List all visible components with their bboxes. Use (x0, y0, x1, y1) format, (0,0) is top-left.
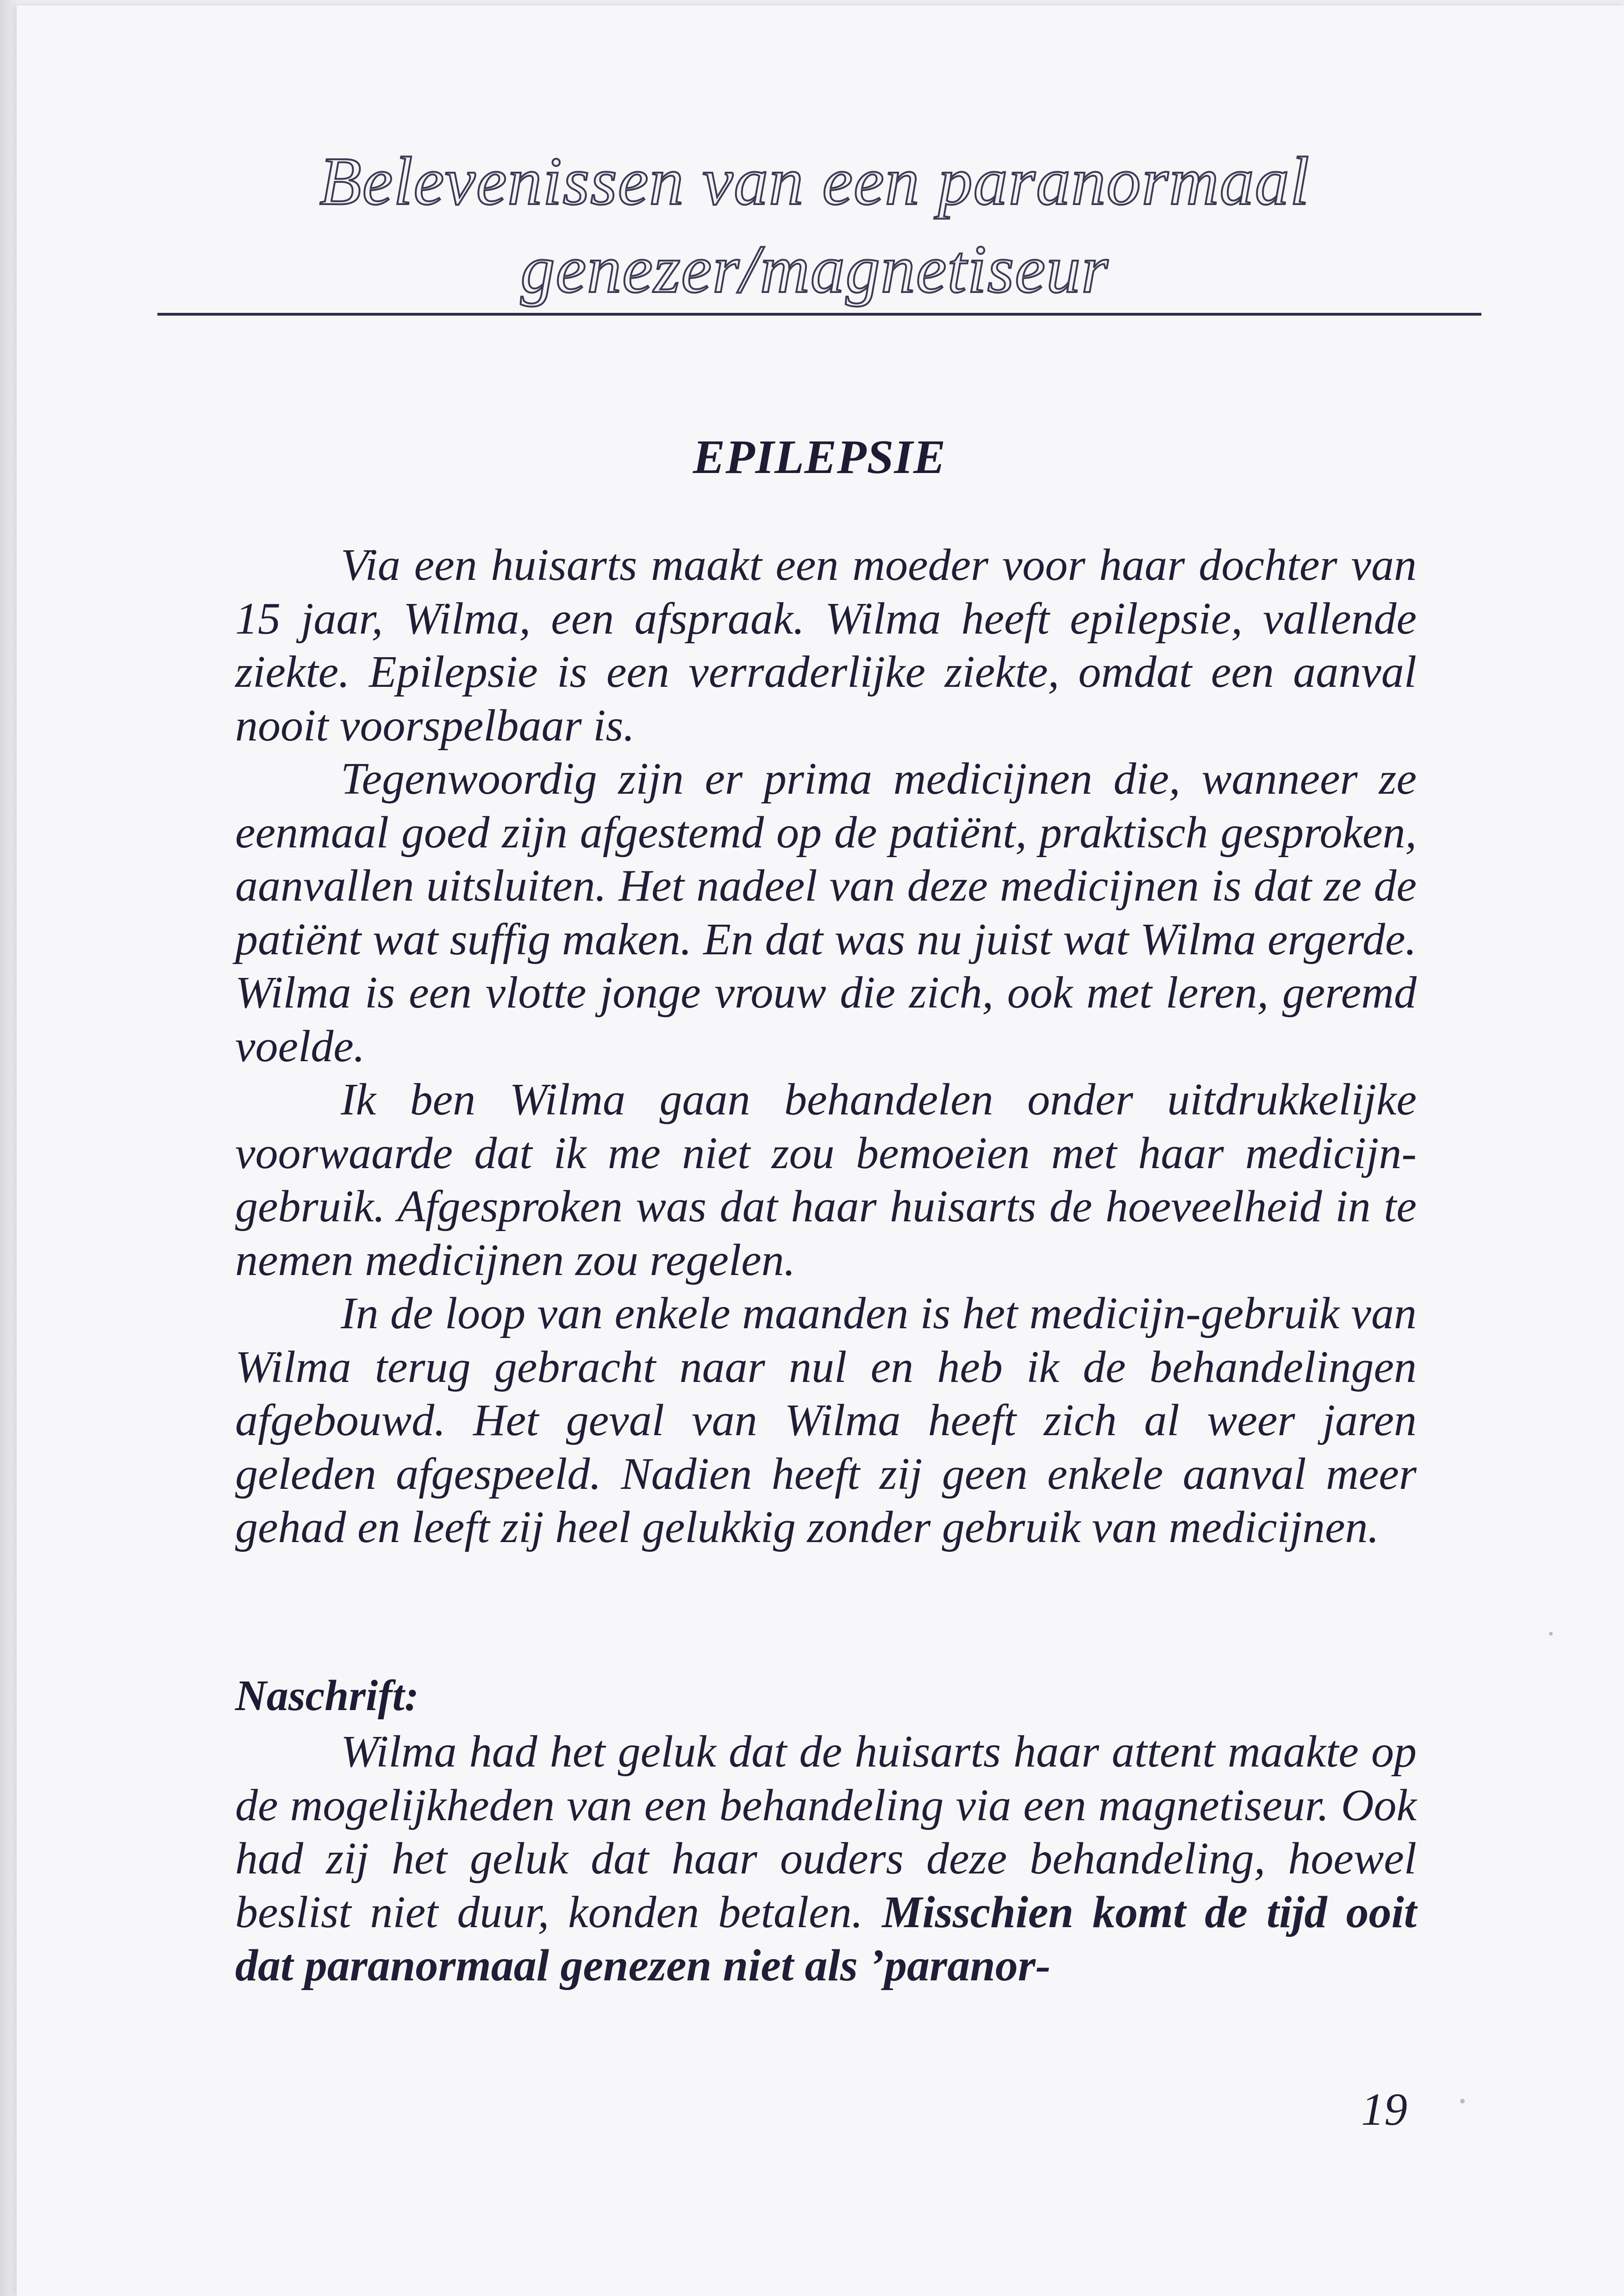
body-paragraph-3: Ik ben Wilma gaan behandelen onder uitdrukkelijke voorwaarde dat ik me niet zou bemoeien met haar medicijngebruik. Afgesproken was dat haar huisarts de hoeveelheid in te nemen medicijnen zou regelen. (235, 1075, 1417, 1285)
page-edge-shadow (0, 0, 17, 2296)
header-rule (157, 313, 1481, 316)
postscript-regular-text: Wilma had het geluk dat de huisarts haar attent maakte op de mogelijkheden van een behandeling via een magnetiseur. Ook had zij het geluk dat haar ouders deze behandeling, hoewel beslist niet duur, konden betalen. (235, 1727, 1417, 1937)
postscript-text (235, 1725, 1417, 1993)
paper-speck (1460, 2099, 1465, 2103)
chapter-title: EPILEPSIE (693, 430, 946, 484)
postscript-bold-text: Misschien komt de tijd ooit dat paranormaal genezen niet als ’paranor- (235, 1887, 1417, 1991)
page-number: 19 (1361, 2084, 1407, 2135)
postscript-paragraph (235, 1725, 1417, 1993)
running-head-line-1: Belevenissen van een paranormaal (319, 143, 1310, 219)
body-text (235, 539, 1417, 1555)
running-head-line-2: genezer/magnetiseur (520, 231, 1109, 307)
body-paragraph-2: Tegenwoordig zijn er prima medicijnen die, wanneer ze eenmaal goed zijn afgestemd op de patiënt, praktisch gesproken, aanvallen uitsluiten. Het nadeel van deze medicijnen is dat ze de patiënt wat suffig maken. En dat was nu juist wat Wilma ergerde. Wilma is een vlotte jonge vrouw die zich, ook met leren, geremd voelde. (235, 754, 1417, 1071)
postscript-label: Naschrift: (235, 1672, 419, 1720)
body-paragraph-4: In de loop van enkele maanden is het medicijn-gebruik van Wilma terug gebracht naar nul en heb ik de behandelingen afgebouwd. Het geval van Wilma heeft zich al weer jaren geleden afgespeeld. Nadien heeft zij geen enkele aanval meer gehad en leeft zij heel gelukkig zonder gebruik van medicijnen. (235, 1288, 1417, 1552)
body-paragraph-1: Via een huisarts maakt een moeder voor haar dochter van 15 jaar, Wilma, een afspraak. Wilma heeft epilepsie, vallende ziekte. Epilepsie is een verraderlijke ziekte, omdat een aanval nooit voorspelbaar is. (235, 540, 1417, 751)
paper-speck (1549, 1632, 1553, 1636)
